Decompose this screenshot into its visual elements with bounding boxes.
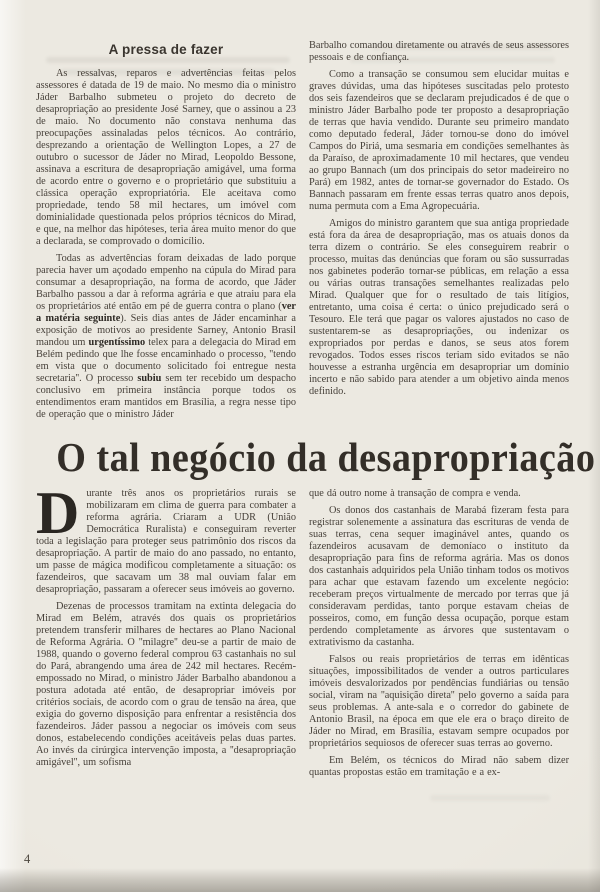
article-main <box>36 480 569 784</box>
main-headline <box>36 434 596 480</box>
section-title: A pressa de fazer <box>108 42 224 57</box>
paragraph: que dá outro nome à transação de compra e venda. <box>309 488 521 499</box>
page-content <box>36 40 596 784</box>
paragraph: Como a transação se consumou sem elucidar muitas e graves dúvidas, uma das hipóteses suscitadas pelo protesto dos seis fazendeiros que se declaram prejudicados é de que o ministro Jáder Barbalho pode ter proposto a desapropriação de terras que havia vendido. Durante seu primeiro mandato como deputado federal, Jáder tornou-se dono do imóvel Campos do Piriá, uma sesmaria em condições semelhantes às da Paraíso, de aproximadamente 10 mil hectares, que vendeu ao grupo Bannach (um dos principais do setor madeireiro no Pará) em 1982, antes de tornar-se governador do Estado. Os Bannach passaram em frente essas terras quatro anos depois, numa permuta com a Ema Agropecuária. <box>309 69 569 212</box>
page-number: 4 <box>24 852 31 866</box>
paragraph: Em Belém, os técnicos do Mirad não sabem dizer quantas propostas estão em tramitação e a ex- <box>309 755 569 778</box>
paragraph: Amigos do ministro garantem que sua antiga propriedade está fora da área de desapropriação, mas os atuais donos da terra dizem o contrário. Se eles conseguirem reabrir o processo, muitas das denúncias que foram ou são sussurradas nos gabinetes poderão tornar-se públicas, em relação a essa ou várias outras transações semelhantes realizadas pelo Mirad. Qualquer que for o resultado de tais litígios, entretanto, uma coisa é certa: o único prejudicado será o Tesouro. Ele terá que pagar os valores ajustados no caso de sustentarem-se as desapropriações, ou indenizar os expropriados por perdas e danos, se seus atos forem revogados. Todos esses riscos teriam sido evitados se não houvesse a estranha urgência em desapropriar um domínio incerto e não sabido para atender a um objetivo ainda menos definido. <box>309 218 569 397</box>
paragraph: Dezenas de processos tramitam na extinta delegacia do Mirad em Belém, através dos quais os proprietários pretendem transferir milhares de hectares ao Plano Nacional de Reforma Agrária. O ''milagre'' deu-se a partir de maio de 1988, quando o governo federal comprou 63 castanhais no sul do Pará, abrangendo uma área de 242 mil hectares. Recém-empossado no Mirad, o ministro Jáder Barbalho abandonou a postura adotada até então, de desapropriar imóveis por critérios sociais, de acordo com o grau de tensão na área, que exigia do governo disposição para enfrentar a resistência dos fazendeiros. Jáder passou a negociar os imóveis com seus donos, estabelecendo condições aceitáveis pelas duas partes. Ao invés da cirúrgica intervenção imposta, a ''desapropriação amigável'', um sofisma <box>36 601 296 768</box>
main-column-right <box>309 488 569 784</box>
ink-bleedthrough <box>430 795 550 801</box>
top-column-right <box>309 40 569 426</box>
paragraph-text: urante três anos os proprietários rurais se mobilizaram em clima de guerra para combater a reforma agrária. Criaram a UDR (União Democrática Ruralista) e conseguiram reverter toda a legislação para proteger seus patrimônio dos riscos da desapropriação. A partir de maio do ano passado, no entanto, um passe de mágica modificou completamente a situação: os fazendeiros, que sacavam um 38 mal ouviam falar em desapropriação, passaram a oferecer seus imóveis ao governo. <box>36 488 296 595</box>
paragraph: Os donos dos castanhais de Marabá fizeram festa para registrar solenemente a assinatura das escrituras de venda de suas terras, cena sequer imaginável antes, quando os fazendeiros acusavam de demoníaco o instituto da desapropriação para fins de reforma agrária. Mas os donos dos castanhais adquiridos pela União tinham todos os motivos para achar que estavam fazendo um excelente negócio: receberam preços virtualmente de mercado por terras que já consideravam perdidas, tanto porque estavam cheias de posseiros, como, em função dessa ocupação, porque estam perdendo completamente as árvores que sustentavam o extrativismo da castanha. <box>309 505 569 648</box>
paragraph: As ressalvas, reparos e advertências feitas pelos assessores é datada de 19 de maio. No mesmo dia o ministro Jáder Barbalho submeteu o projeto do decreto de desapropriação ao presidente José Sarney, que o assinou a 23 de maio. No documento não constava nenhuma das preocupações assinaladas pelos técnicos. Ao contrário, desprezando a orientação de Wellington Lopes, a 27 de outubro o sucessor de Jáder no Mirad, Leopoldo Bessone, assinava a escritura de desapropriação amigável, uma forma de acordo entre o governo e o proprietário que substituiu a clássica operação expropriatória. Ele aceitava como propriedade, tendo 58 mil hectares, um imóvel com dominialidade questionada pelos próprios técnicos do Mirad, e que, na melhor das hipóteses, teria área muito menor do que a declarada, se comprovado o domicílio. <box>36 68 296 247</box>
dropcap-letter: D <box>36 480 80 546</box>
article-top <box>36 40 569 426</box>
paragraph-with-dropcap <box>36 480 296 596</box>
paragraph: Falsos ou reais proprietários de terras em idênticas situações, impossibilitados de vender a outros particulares imóveis desvalorizados por pendências fundiárias ou tensão social, viram na ''aquisição direta'' pelo governo a saída para seus problemas. A ante-sala e o corredor do gabinete de Antonio Brasil, na época em que ele era o braço direito de Jáder no Mirad, em Brasília, estavam sempre ocupados por proprietários sequiosos de oferecer suas terras ao governo. <box>309 654 569 749</box>
main-headline-text: O tal negócio da desapropriação <box>56 434 596 480</box>
paragraph: Barbalho comandou diretamente ou através de seus assessores pessoais e de confiança. <box>309 40 569 63</box>
main-column-left <box>36 480 296 784</box>
top-column-left <box>36 40 296 426</box>
paragraph: Todas as advertências foram deixadas de lado porque parecia haver um açodado empenho na cúpula do Mirad para consumar a desapropriação, na forma de acordo, que Jáder Barbalho passou a dar à reforma agrária e que atraiu para ela os proprietários até então em pé de guerra contra o plano (ver a matéria seguinte). Seis dias antes de Jáder encaminhar a exposição de motivos ao presidente Sarney, Antonio Brasil mandou um urgentíssimo telex para a delegacia do Mirad em Belém pedindo que lhe fosse encaminhado o processo, ''tendo em vista que o documento solicitado foi entregue nesta secretaria''. O processo subiu sem ter recebido um despacho conclusivo em primeira instância porque todos os entendimentos eram mantidos em Brasília, a regra nesse tipo de operação que o ministro Jáder <box>36 253 296 420</box>
